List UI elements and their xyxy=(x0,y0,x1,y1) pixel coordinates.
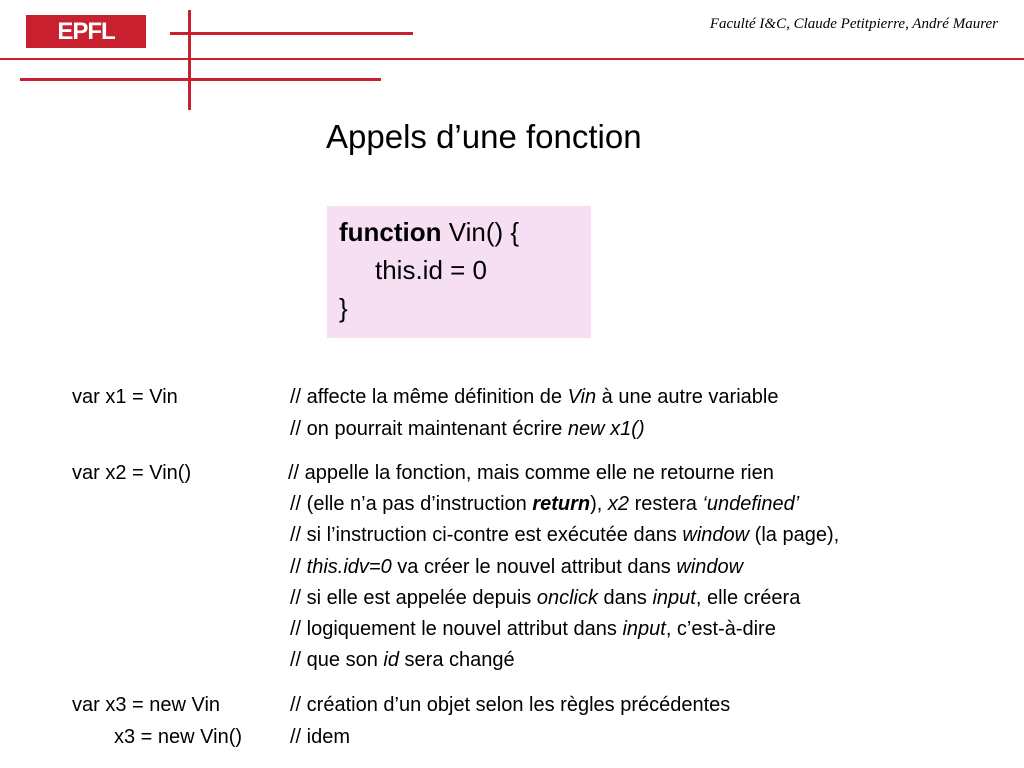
block1-comment-2: // on pourrait maintenant écrire new x1() xyxy=(290,418,645,440)
epfl-logo xyxy=(26,15,146,48)
code-keyword: function xyxy=(339,217,442,247)
code-line-2: this.id = 0 xyxy=(375,255,488,285)
block2-comment-5: // si elle est appelée depuis onclick dans input, elle créera xyxy=(290,587,801,609)
block3-code-2: x3 = new Vin() xyxy=(114,726,243,748)
block3-comment-1: // création d’un objet selon les règles précédentes xyxy=(290,694,731,716)
header-credit: Faculté I&C, Claude Petitpierre, André Maurer xyxy=(709,16,998,32)
code-line-1 xyxy=(339,213,591,251)
code-box xyxy=(327,206,591,338)
code-line-1-rest: Vin() { xyxy=(441,217,520,247)
header-rule-top xyxy=(170,32,413,35)
block1-comment-1: // affecte la même définition de Vin à une autre variable xyxy=(290,386,779,408)
logo-text: EPFL xyxy=(57,17,115,45)
header-rule-vertical xyxy=(188,10,191,110)
block3-code-1: var x3 = new Vin xyxy=(72,694,221,716)
block3-comment-2: // idem xyxy=(290,726,351,748)
block2-comment-1: // appelle la fonction, mais comme elle ne retourne rien xyxy=(288,462,774,484)
page-title: Appels d’une fonction xyxy=(326,118,642,155)
block2-code: var x2 = Vin() xyxy=(72,462,192,484)
block2-comment-4: // this.idv=0 va créer le nouvel attribut dans window xyxy=(290,556,744,578)
block2-comment-6: // logiquement le nouvel attribut dans input, c’est-à-dire xyxy=(290,618,776,640)
header-rule-full xyxy=(0,58,1024,60)
code-line-3: } xyxy=(339,293,348,323)
header-rule-bottom xyxy=(20,78,381,81)
block1-code: var x1 = Vin xyxy=(72,386,178,408)
block2-comment-7: // que son id sera changé xyxy=(290,649,515,671)
block2-comment-2: // (elle n’a pas d’instruction return), x2 restera ‘undefined’ xyxy=(290,493,800,515)
block2-comment-3: // si l’instruction ci-contre est exécutée dans window (la page), xyxy=(290,524,840,546)
